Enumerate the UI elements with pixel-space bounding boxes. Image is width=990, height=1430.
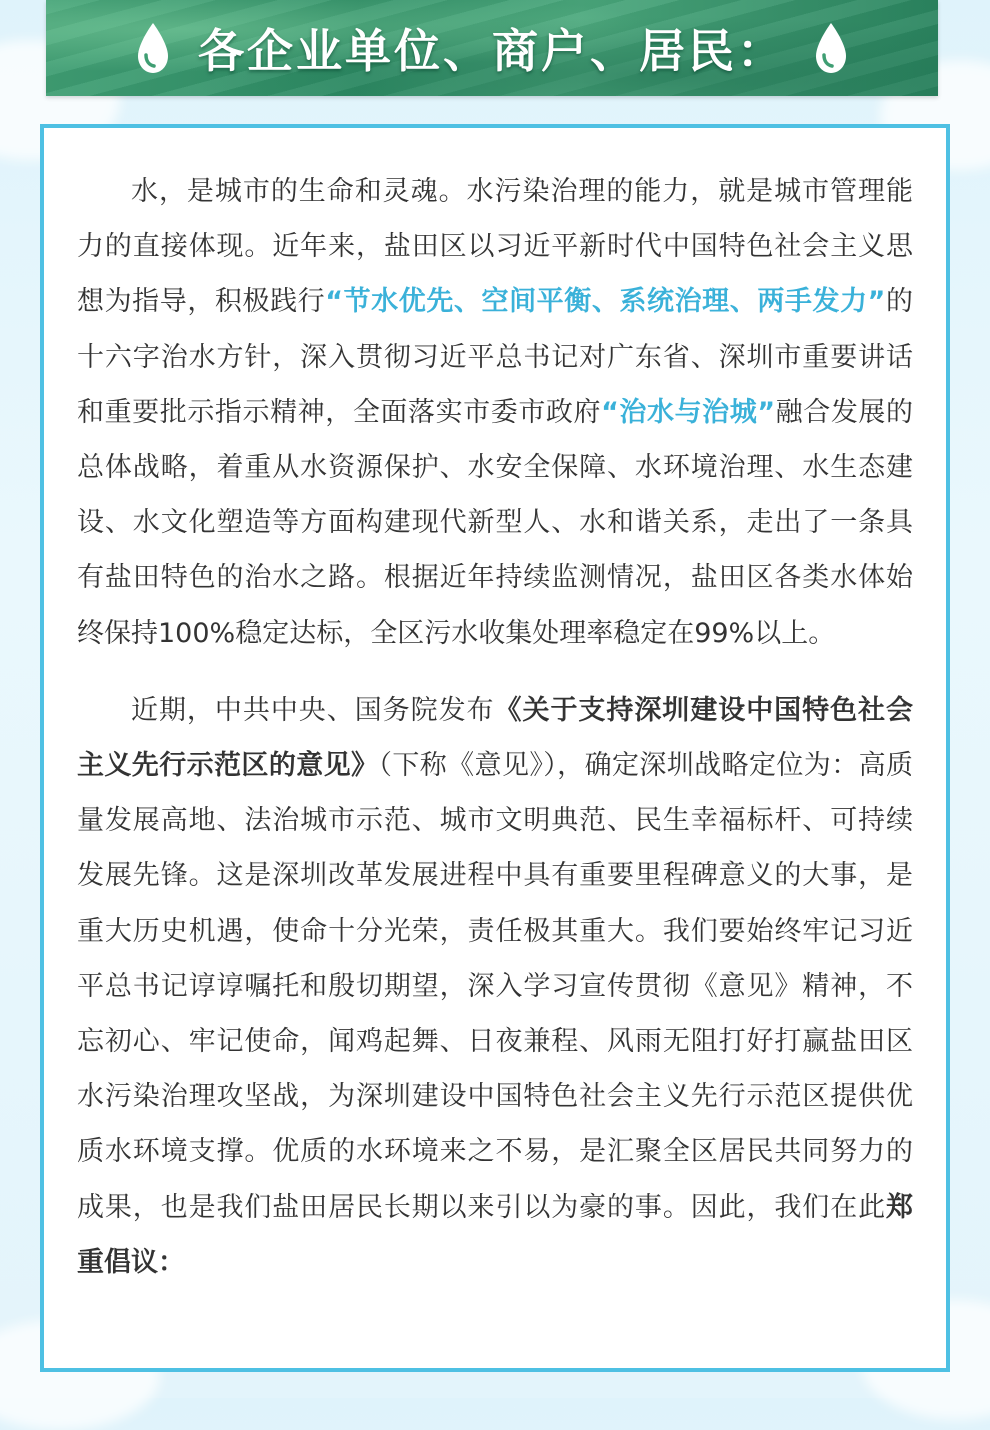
water-drop-icon [812,21,850,75]
paragraph-text: 融合发展的总体战略，着重从水资源保护、水安全保障、水环境治理、水生态建设、水文化塑造等方面构建现代新型人、水和谐关系，走出了一条具有盐田特色的治水之路。根据近年持续监测情况，盐田区各类水体始终保持100%稳定达标，全区污水收集处理率稳定在99%以上。 [77,396,914,649]
title-banner [46,0,938,96]
content-card [40,124,950,1372]
highlight-policy: “节水优先、空间平衡、系统治理、两手发力” [325,286,886,318]
paragraph-text: 近期，中共中央、国务院发布 [131,694,495,726]
banner-title: 各企业单位、商户、居民： [198,24,786,78]
paragraph-initiative [77,683,913,1290]
water-drop-icon [134,21,172,75]
document-title: 《关于支持深圳建设中国特色社会主义先行示范区的意见》 [77,694,914,782]
proposal-heading: 郑重倡议： [77,1191,913,1278]
paragraph-text: （下称《意见》），确定深圳战略定位为：高质量发展高地、法治城市示范、城市文明典范、民生幸福标杆、可持续发展先锋。这是深圳改革发展进程中具有重要里程碑意义的大事，是重大历史机遇，使命十分光荣，责任极其重大。我们要始终牢记习近平总书记谆谆嘱托和殷切期望，深入学习宣传贯彻《意见》精神，不忘初心、牢记使命，闻鸡起舞、日夜兼程、风雨无阻打好打赢盐田区水污染治理攻坚战，为深圳建设中国特色社会主义先行示范区提供优质水环境支撑。优质的水环境来之不易，是汇聚全区居民共同努力的成果，也是我们盐田居民长期以来引以为豪的事。因此，我们在此 [77,750,914,1223]
highlight-strategy: “治水与治城” [601,396,776,428]
paragraph-text: 的十六字治水方针，深入贯彻习近平总书记对广东省、深圳市重要讲话和重要批示指示精神，全面落实市委市政府 [77,286,913,428]
paragraph-intro [77,164,913,661]
paragraph-text: 水，是城市的生命和灵魂。水污染治理的能力，就是城市管理能力的直接体现。近年来，盐田区以习近平新时代中国特色社会主义思想为指导，积极践行 [77,176,913,318]
